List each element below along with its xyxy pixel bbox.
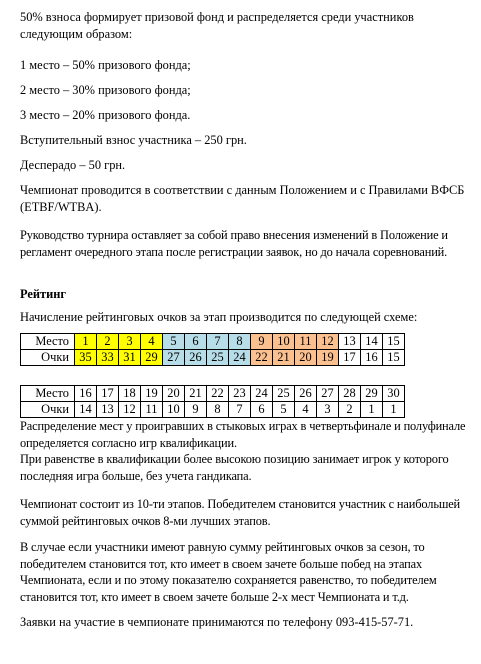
- points-cell: 24: [229, 350, 251, 366]
- rating-table-1: [20, 333, 405, 366]
- changes-paragraph: Руководство турнира оставляет за собой право внесения изменений в Положение и регламент очередного этапа после регистрации заявок, но до начала соревнований.: [20, 228, 448, 259]
- place-cell: 7: [207, 334, 229, 350]
- place-cell: 5: [163, 334, 185, 350]
- points-cell: 7: [229, 402, 251, 418]
- tiebreak-playoffs-paragraph: Распределение мест у проигравших в стыковых играх в четвертьфинале и полуфинале определяется согласно игр квалификации.: [20, 419, 466, 450]
- points-cell: 9: [185, 402, 207, 418]
- place-cell: 24: [251, 386, 273, 402]
- third-place-line: 3 место – 20% призового фонда.: [20, 108, 191, 122]
- points-cell: 1: [361, 402, 383, 418]
- points-cell: 27: [163, 350, 185, 366]
- points-cell: 11: [141, 402, 163, 418]
- table-row-places: [21, 386, 405, 402]
- place-cell: 12: [317, 334, 339, 350]
- points-cell: 33: [97, 350, 119, 366]
- place-cell: 2: [97, 334, 119, 350]
- rules-paragraph: Чемпионат проводится в соответствии с данным Положением и с Правилами ВФСБ (ETBF/WTBA).: [20, 183, 465, 214]
- points-cell: 10: [163, 402, 185, 418]
- place-cell: 10: [273, 334, 295, 350]
- place-cell: 17: [97, 386, 119, 402]
- place-cell: 28: [339, 386, 361, 402]
- entry-fee-line: Вступительный взнос участника – 250 грн.: [20, 133, 247, 147]
- table-row-points: [21, 402, 405, 418]
- points-label: Очки: [21, 350, 75, 366]
- tiebreak-qualification-paragraph: При равенстве в квалификации более высокою позицию занимает игрок у которого последняя игра больше, без учета гандикапа.: [20, 452, 449, 483]
- rating-heading: Рейтинг: [20, 287, 67, 301]
- points-cell: 35: [75, 350, 97, 366]
- rating-table-2: [20, 385, 405, 418]
- points-cell: 5: [273, 402, 295, 418]
- place-cell: 16: [75, 386, 97, 402]
- place-cell: 21: [185, 386, 207, 402]
- place-cell: 23: [229, 386, 251, 402]
- place-cell: 11: [295, 334, 317, 350]
- place-cell: 15: [383, 334, 405, 350]
- place-cell: 13: [339, 334, 361, 350]
- points-cell: 13: [97, 402, 119, 418]
- place-cell: 1: [75, 334, 97, 350]
- points-cell: 2: [339, 402, 361, 418]
- points-cell: 26: [185, 350, 207, 366]
- points-cell: 22: [251, 350, 273, 366]
- second-place-line: 2 место – 30% призового фонда;: [20, 83, 191, 97]
- desperado-line: Десперадо – 50 грн.: [20, 158, 126, 172]
- place-cell: 29: [361, 386, 383, 402]
- points-label: Очки: [21, 402, 75, 418]
- points-cell: 15: [383, 350, 405, 366]
- place-cell: 18: [119, 386, 141, 402]
- place-cell: 3: [119, 334, 141, 350]
- points-cell: 19: [317, 350, 339, 366]
- place-cell: 20: [163, 386, 185, 402]
- registration-phone-paragraph: Заявки на участие в чемпионате принимаются по телефону 093-415-57-71.: [20, 615, 414, 629]
- first-place-line: 1 место – 50% призового фонда;: [20, 58, 191, 72]
- place-cell: 9: [251, 334, 273, 350]
- season-tiebreak-paragraph: В случае если участники имеют равную сумму рейтинговых очков за сезон, то победителем становится тот, кто имеет в своем зачете больше побед на этапах Чемпионата, если и по этому показателю сохраняется равенство, то победителем становится тот, кто имеет в своем зачете больше 2-х мест Чемпионата и т.д.: [20, 540, 437, 604]
- points-cell: 16: [361, 350, 383, 366]
- points-cell: 25: [207, 350, 229, 366]
- points-cell: 31: [119, 350, 141, 366]
- place-cell: 27: [317, 386, 339, 402]
- place-label: Место: [21, 334, 75, 350]
- points-cell: 4: [295, 402, 317, 418]
- place-cell: 22: [207, 386, 229, 402]
- place-label: Место: [21, 386, 75, 402]
- table-row-points: [21, 350, 405, 366]
- points-cell: 6: [251, 402, 273, 418]
- prize-fund-paragraph: 50% взноса формирует призовой фонд и распределяется среди участников следующим образом:: [20, 10, 414, 41]
- table-row-places: [21, 334, 405, 350]
- points-cell: 20: [295, 350, 317, 366]
- place-cell: 26: [295, 386, 317, 402]
- points-cell: 12: [119, 402, 141, 418]
- place-cell: 14: [361, 334, 383, 350]
- place-cell: 4: [141, 334, 163, 350]
- points-cell: 14: [75, 402, 97, 418]
- place-cell: 19: [141, 386, 163, 402]
- points-cell: 8: [207, 402, 229, 418]
- points-cell: 1: [383, 402, 405, 418]
- stages-paragraph: Чемпионат состоит из 10-ти этапов. Победителем становится участник с наибольшей суммой рейтинговых очков 8-ми лучших этапов.: [20, 497, 461, 528]
- place-cell: 8: [229, 334, 251, 350]
- place-cell: 30: [383, 386, 405, 402]
- points-cell: 3: [317, 402, 339, 418]
- points-cell: 29: [141, 350, 163, 366]
- rating-scheme-intro: Начисление рейтинговых очков за этап производится по следующей схеме:: [20, 310, 418, 324]
- points-cell: 21: [273, 350, 295, 366]
- place-cell: 25: [273, 386, 295, 402]
- place-cell: 6: [185, 334, 207, 350]
- points-cell: 17: [339, 350, 361, 366]
